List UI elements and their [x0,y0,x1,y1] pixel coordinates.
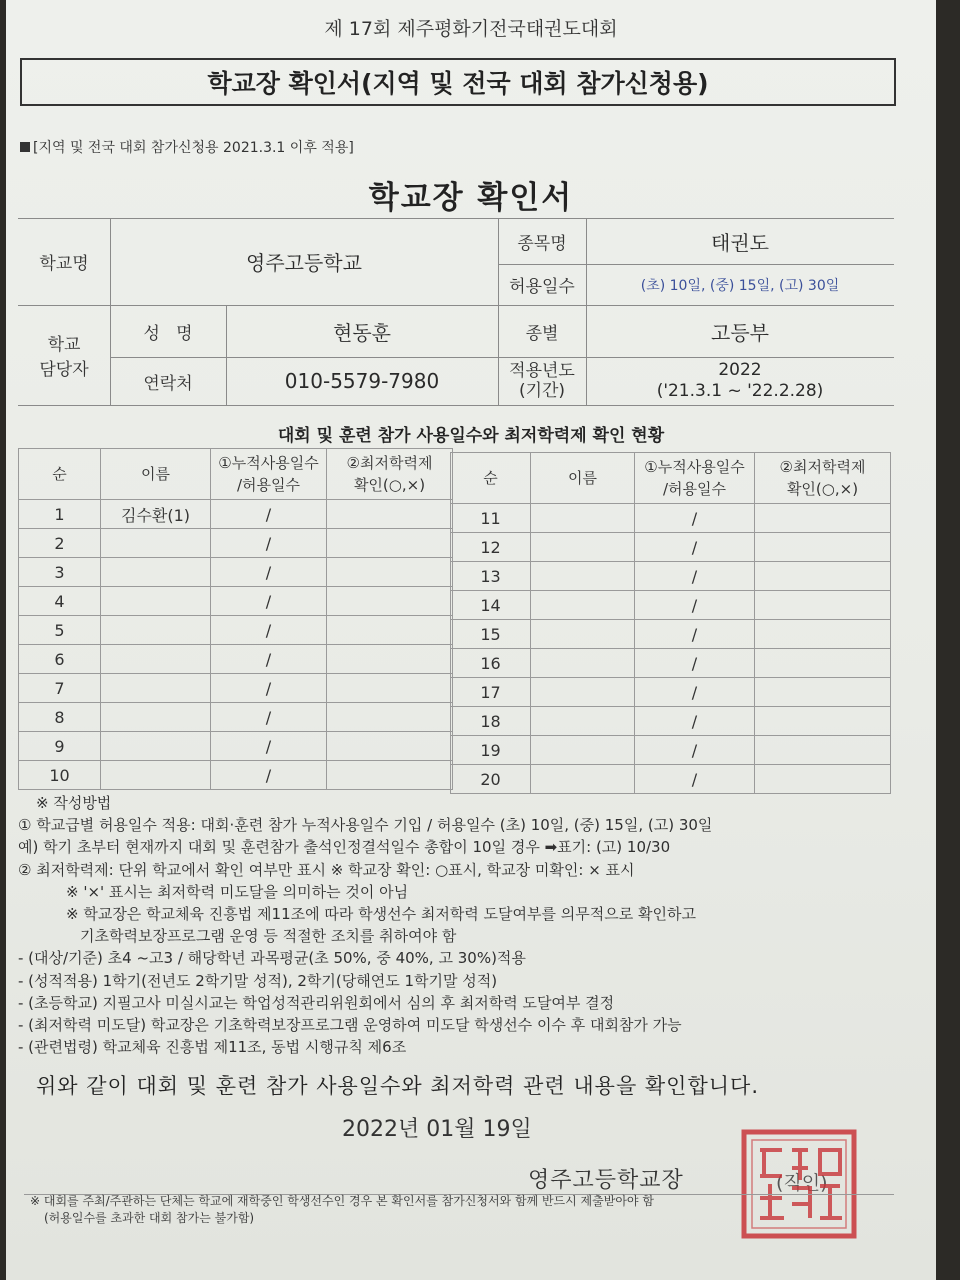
row-no: 19 [451,736,531,765]
row-name [531,504,635,533]
row-days: / [635,678,755,707]
footer-line-1: ※ 대회를 주최/주관하는 단체는 학교에 재학중인 학생선수인 경우 본 확인서를 참가신청서와 함께 반드시 제출받아야 함 [30,1194,654,1208]
seal-label: (직인) [776,1172,828,1194]
row-no: 7 [19,674,101,703]
document-page [6,0,936,1280]
row-min [755,649,891,678]
table-row [19,703,453,732]
note-line: - (성적적용) 1학기(전년도 2학기말 성적), 2학기(당해연도 1학기말 성적) [18,971,498,990]
row-min [327,558,453,587]
school-label: 학교명 [39,254,89,274]
header-no: 순 [451,453,531,504]
principal-name: 영주고등학교장 [528,1168,684,1193]
roster-table-left [18,448,453,790]
table-row [451,736,891,765]
row-no: 16 [451,649,531,678]
row-no: 18 [451,707,531,736]
row-name [531,620,635,649]
table-row [451,533,891,562]
row-days: / [211,616,327,645]
row-name [101,558,211,587]
name-label: 성 명 [143,323,193,344]
table-row [19,529,453,558]
row-name [101,732,211,761]
table-row [451,562,891,591]
row-name [101,529,211,558]
row-no: 12 [451,533,531,562]
year-value-line1: 2022 [718,360,762,380]
roster-table-right [450,452,891,794]
note-line: - (최저학력 미도달) 학교장은 기초학력보장프로그램 운영하여 미도달 학생선수 이수 후 대회참가 가능 [18,1016,682,1035]
row-no: 8 [19,703,101,732]
row-name [101,761,211,790]
square-bullet-icon [20,142,30,152]
row-min [327,732,453,761]
row-min [327,529,453,558]
staff-label-line2: 담당자 [39,360,89,380]
division-value: 고등부 [711,320,769,345]
note-line: ① 학교급별 허용일수 적용: 대회·훈련 참가 누적사용일수 기입 / 허용일수 (초) 10일, (중) 15일, (고) 30일 [18,816,713,835]
row-days: / [211,761,327,790]
row-name [101,616,211,645]
table-row [451,591,891,620]
row-min [327,587,453,616]
row-days: / [211,529,327,558]
division-label: 종별 [525,323,559,344]
row-days: / [635,765,755,794]
row-min [755,562,891,591]
table-row [451,765,891,794]
note-line: - (초등학교) 지필고사 미실시교는 학업성적관리위원회에서 심의 후 최저학력 도달여부 결정 [18,993,615,1012]
table-row [19,761,453,790]
table-row [19,558,453,587]
header-no: 순 [19,449,101,500]
row-min [755,678,891,707]
header-days [211,449,327,500]
row-min [327,500,453,529]
row-name [531,736,635,765]
note-line: - (대상/기준) 초4 ~고3 / 해당학년 과목평균(초 50%, 중 40%, 고 30%)적용 [18,949,526,968]
row-days: / [635,504,755,533]
row-days: / [211,645,327,674]
writing-instructions [18,792,898,1058]
header-min [327,449,453,500]
confirm-text: 위와 같이 대회 및 훈련 참가 사용일수와 최저학력 관련 내용을 확인합니다. [36,1074,760,1098]
row-name: 김수환(1) [101,500,211,529]
table-row [19,616,453,645]
row-min [755,504,891,533]
note-line: - (관련법령) 학교체육 진흥법 제11조, 동법 시행규칙 제6조 [18,1038,407,1057]
table-row [451,678,891,707]
issue-date: 2022년 01월 19일 [342,1117,532,1142]
row-days: / [211,674,327,703]
staff-label-line1: 학교 [47,335,81,355]
row-name [531,562,635,591]
table-row [451,504,891,533]
row-no: 1 [19,500,101,529]
row-min [755,707,891,736]
row-min [327,703,453,732]
contact-label: 연락처 [143,373,193,394]
row-days: / [211,500,327,529]
header-days-line1: ①누적사용일수 [644,458,745,476]
row-min [327,616,453,645]
header-days-line1: ①누적사용일수 [218,454,319,472]
table-row [19,500,453,529]
note-line: ② 최저학력제: 단위 학교에서 확인 여부만 표시 ※ 학교장 확인: ○표시, 학교장 미확인: × 표시 [18,860,635,879]
note-line: ※ 학교장은 학교체육 진흥법 제11조에 따라 학생선수 최저학력 도달여부를 의무적으로 확인하고 [66,905,696,924]
row-name [531,765,635,794]
row-no: 15 [451,620,531,649]
row-name [101,703,211,732]
year-label-line2: (기간) [518,381,566,401]
contact-value: 010-5579-7980 [284,369,440,393]
row-no: 6 [19,645,101,674]
row-name [101,645,211,674]
row-name [531,678,635,707]
doc-title: 학교장 확인서 [368,180,574,216]
row-name [101,587,211,616]
row-days: / [635,533,755,562]
apply-note [20,137,354,157]
header-days-line2: /허용일수 [662,480,726,498]
row-no: 3 [19,558,101,587]
header-min-line1: ②최저학력제 [346,454,433,472]
row-days: / [211,587,327,616]
row-min [327,761,453,790]
row-no: 2 [19,529,101,558]
table-title: 대회 및 훈련 참가 사용일수와 최저학력제 확인 현황 [277,426,665,446]
allowed-days-value: (초) 10일, (중) 15일, (고) 30일 [640,277,840,294]
row-no: 10 [19,761,101,790]
row-no: 5 [19,616,101,645]
allowed-days-label: 허용일수 [509,277,575,297]
row-min [755,736,891,765]
table-header-row [451,453,891,504]
form-title: 학교장 확인서(지역 및 전국 대회 참가신청용) [207,69,709,98]
year-label-line1: 적용년도 [509,361,575,381]
row-name [531,707,635,736]
header-min-line2: 확인(○,×) [353,476,426,494]
year-label [498,357,586,405]
grid-line [18,405,894,406]
row-no: 14 [451,591,531,620]
staff-label [18,305,110,405]
footer-note [30,1193,910,1227]
note-line: 예) 학기 초부터 현재까지 대회 및 훈련참가 출석인정결석일수 총합이 10일 경우 ➡표기: (고) 10/30 [18,838,671,857]
row-min [755,765,891,794]
row-days: / [635,591,755,620]
name-value: 현동훈 [333,320,391,345]
sport-label: 종목명 [517,233,567,254]
apply-note-text: [지역 및 전국 대회 참가신청용 2021.3.1 이후 적용] [33,140,354,156]
header-days [635,453,755,504]
row-days: / [635,736,755,765]
row-no: 11 [451,504,531,533]
row-min [327,674,453,703]
row-days: / [635,562,755,591]
table-row [451,707,891,736]
row-days: / [211,558,327,587]
year-value-line2: ('21.3.1 ~ '22.2.28) [656,381,824,401]
row-name [531,533,635,562]
row-min [755,591,891,620]
header-days-line2: /허용일수 [236,476,300,494]
notes-heading: ※ 작성방법 [36,794,112,812]
row-min [755,533,891,562]
table-row [451,649,891,678]
row-days: / [211,732,327,761]
note-line: 기초학력보장프로그램 운영 등 적절한 조치를 취하여야 함 [80,927,457,946]
row-no: 13 [451,562,531,591]
header-min [755,453,891,504]
sport-value: 태권도 [711,230,769,255]
table-row [19,587,453,616]
header-min-line1: ②최저학력제 [779,458,866,476]
table-header-row [19,449,453,500]
header-name: 이름 [531,453,635,504]
row-days: / [635,649,755,678]
footer-line-2: (허용일수를 초과한 대회 참가는 불가함) [44,1211,255,1225]
header-name: 이름 [101,449,211,500]
row-no: 4 [19,587,101,616]
row-min [327,645,453,674]
row-no: 20 [451,765,531,794]
table-row [451,620,891,649]
form-title-box [20,58,896,106]
table-row [19,645,453,674]
row-name [101,674,211,703]
header-min-line2: 확인(○,×) [786,480,859,498]
row-days: / [635,620,755,649]
row-days: / [211,703,327,732]
year-value [586,357,894,405]
row-days: / [635,707,755,736]
table-row [19,674,453,703]
event-title: 제 17회 제주평화기전국태권도대회 [324,18,618,40]
note-line: ※ '×' 표시는 최저학력 미도달을 의미하는 것이 아님 [66,882,409,901]
row-name [531,591,635,620]
table-row [19,732,453,761]
row-name [531,649,635,678]
school-value: 영주고등학교 [246,251,362,275]
row-no: 17 [451,678,531,707]
row-min [755,620,891,649]
row-no: 9 [19,732,101,761]
